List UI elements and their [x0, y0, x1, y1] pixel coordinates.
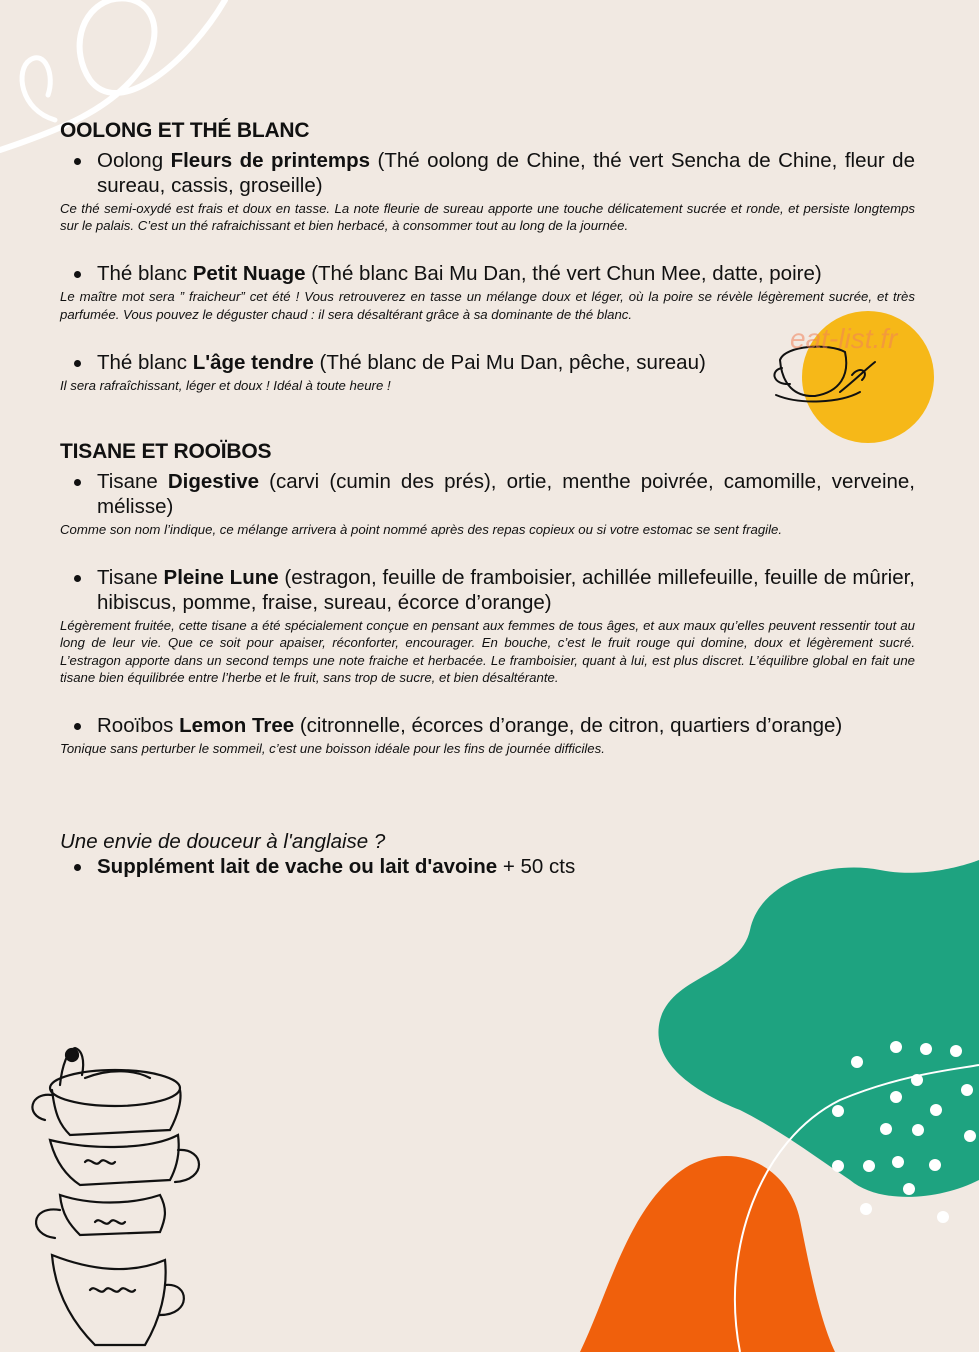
- item-name: Lemon Tree: [179, 714, 295, 738]
- item-prefix: Tisane: [97, 470, 168, 494]
- orange-blob: [580, 1156, 835, 1352]
- extra-item: [60, 854, 915, 879]
- stacked-cups-illustration: [32, 1048, 199, 1345]
- section-title-oolong: OOLONG ET THÉ BLANC: [60, 119, 310, 142]
- menu-item: [60, 713, 915, 757]
- item-ingredients: (carvi (cumin des prés), ortie, menthe poivrée, camomille, verveine, mélisse): [97, 470, 915, 519]
- item-ingredients: (Thé blanc de Pai Mu Dan, pêche, sureau): [313, 350, 706, 374]
- item-line: [60, 261, 915, 286]
- item-name: L'âge tendre: [192, 350, 314, 374]
- watermark: eat-list.fr: [790, 323, 898, 354]
- green-blob: [658, 860, 979, 1197]
- item-ingredients: (Thé blanc Bai Mu Dan, thé vert Chun Mee, datte, poire): [305, 262, 822, 286]
- item-name: Petit Nuage: [192, 262, 306, 286]
- item-line: [60, 469, 915, 519]
- item-name: Fleurs de printemps: [170, 149, 371, 172]
- white-loop: [22, 58, 55, 120]
- item-line: [60, 565, 915, 615]
- item-prefix: Rooïbos: [97, 714, 180, 738]
- item-description: Légèrement fruitée, cette tisane a été spécialement conçue en pensant aux femmes de tous âges, et aux maux qu’elles peuvent ressentir tout au long de leur vie. Que ce soit pour apaiser, réconforter, encourager. En bouche, c’est le fruit rouge qui domine, doux et légèrement sucré. L’estragon apporte dans un second temps une note fraiche et herbacée. Le framboisier, quant à lui, est plus discret. L’équilibre global en fait une tisane bien équilibrée entre l’herbe et le fruit, sans trop de sucre, et bien désaltérante.: [60, 618, 915, 685]
- item-ingredients: (Thé oolong de Chine, thé vert Sencha de Chine, fleur de sureau, cassis, groseille): [97, 149, 915, 197]
- item-description: Ce thé semi-oxydé est frais et doux en tasse. La note fleurie de sureau apporte une touche délicatement sucrée et ronde, et persiste longtemps sur le palais. C’est un thé rafraichissant et bien herbacé, à consommer tout au long de la journée.: [60, 201, 915, 234]
- item-prefix: Tisane: [97, 566, 164, 590]
- item-prefix: Thé blanc: [97, 350, 193, 374]
- extra-name: Supplément lait de vache ou lait d'avoine: [97, 855, 498, 879]
- item-line: [60, 350, 915, 375]
- item-line: [60, 713, 915, 738]
- menu-item: [60, 261, 915, 322]
- item-name: Digestive: [167, 470, 260, 494]
- menu-item: [60, 350, 915, 394]
- extra-question: Une envie de douceur à l'anglaise ?: [60, 830, 386, 854]
- menu-item: [60, 148, 915, 234]
- item-description: Comme son nom l’indique, ce mélange arrivera à point nommé après des repas copieux ou si votre estomac se sent fragile.: [60, 522, 783, 538]
- item-description: Il sera rafraîchissant, léger et doux ! Idéal à toute heure !: [60, 377, 391, 393]
- item-prefix: Thé blanc: [97, 262, 193, 286]
- section-title-tisane: TISANE ET ROOÏBOS: [60, 440, 272, 464]
- item-prefix: Oolong: [97, 149, 171, 172]
- item-line: [60, 148, 915, 198]
- menu-item: [60, 565, 915, 686]
- item-description: Tonique sans perturber le sommeil, c’est une boisson idéale pour les fins de journée difficiles.: [60, 741, 605, 757]
- item-ingredients: (citronnelle, écorces d’orange, de citron, quartiers d’orange): [294, 714, 843, 738]
- item-ingredients: (estragon, feuille de framboisier, achillée millefeuille, feuille de mûrier, hibiscus, pomme, fraise, sureau, écorce d’orange): [97, 566, 916, 615]
- item-name: Pleine Lune: [163, 566, 279, 590]
- menu-content: [60, 118, 915, 879]
- item-description: Le maître mot sera ” fraicheur” cet été ! Vous retrouverez en tasse un mélange doux et léger, où la poire se révèle légèrement sucrée, et très parfumée. Vous pouvez le déguster chaud : il sera désaltérant grâce à sa dominante de thé blanc.: [60, 289, 915, 322]
- extra-price: + 50 cts: [497, 855, 576, 879]
- menu-item: [60, 469, 915, 538]
